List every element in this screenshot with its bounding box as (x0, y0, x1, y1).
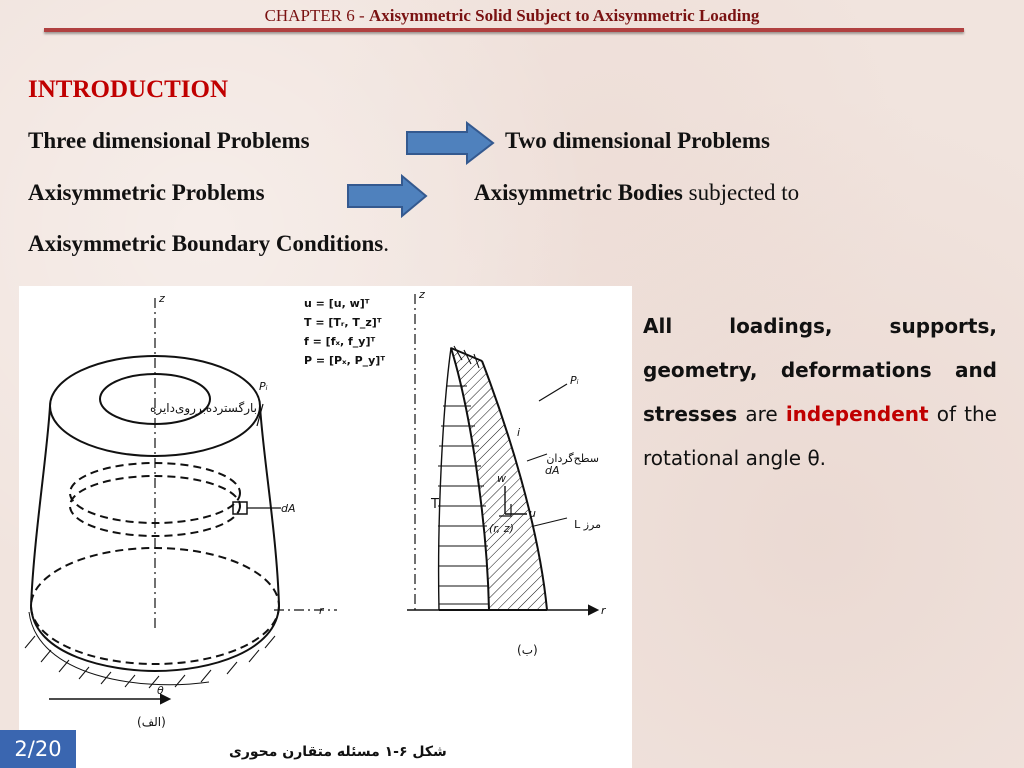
right-t-label: T (431, 497, 439, 512)
axisymmetric-figure (19, 286, 632, 768)
right-i-label: i (517, 426, 521, 439)
boundary-conditions-line (28, 231, 389, 257)
right-boundary-label: مرز L (574, 518, 601, 531)
section-heading: INTRODUCTION (28, 76, 229, 103)
axisym-bodies-label: Axisymmetric Bodies (474, 180, 683, 205)
description-end: of the rotational angle θ. (643, 402, 997, 470)
left-theta-label: θ (157, 684, 164, 697)
vector-t: T = [Tᵣ, T_z]ᵀ (304, 316, 382, 329)
right-u-label: u (529, 507, 536, 520)
left-caption: (الف) (137, 715, 166, 729)
left-z-label: z (159, 292, 165, 305)
slide-title (0, 6, 1024, 26)
description-paragraph (643, 304, 997, 480)
left-r-label: r (319, 604, 324, 617)
figure-drawing (19, 286, 632, 768)
boundary-conditions-label: Axisymmetric Boundary Conditions (28, 231, 384, 256)
description-are: are (737, 402, 786, 426)
right-arrow-icon (405, 121, 497, 165)
right-pi-label: Pᵢ (570, 374, 579, 387)
left-pi-label: Pᵢ (259, 380, 268, 393)
vector-u: u = [u, w]ᵀ (304, 297, 370, 310)
period-text: . (383, 231, 389, 256)
title-divider (44, 28, 964, 32)
right-caption: (ب) (517, 643, 538, 657)
right-arrow-icon (346, 174, 430, 218)
chapter-title: Axisymmetric Solid Subject to Axisymmetric Loading (368, 6, 760, 25)
independent-highlight: independent (785, 402, 929, 426)
page-number-badge: 2/20 (0, 730, 76, 768)
left-persian-load: بارگسترده‌برروی‌دایره (150, 401, 257, 415)
right-surface-label: سطح‌گردان (546, 452, 599, 465)
vector-p: P = [Pₓ, P_y]ᵀ (304, 354, 386, 367)
right-r-label: r (601, 604, 606, 617)
right-rz-label: (r, z) (489, 522, 514, 535)
right-da-label: dA (545, 464, 560, 477)
subjected-to-text: subjected to (688, 180, 800, 205)
axisym-problems-label: Axisymmetric Problems (28, 180, 265, 205)
chapter-prefix: CHAPTER 6 - (264, 6, 365, 25)
right-w-label: w (497, 472, 506, 485)
left-da-label: dA (281, 502, 296, 515)
description-bold: All loadings, supports, geometry, deformations and stresses (643, 314, 997, 426)
axisym-bodies-line (474, 180, 799, 206)
figure-caption: شکل ۶-۱ مسئله متقارن محوری (229, 744, 447, 760)
right-z-label: z (419, 288, 425, 301)
two-dim-label: Two dimensional Problems (505, 128, 770, 153)
three-dim-label: Three dimensional Problems (28, 128, 310, 153)
vector-f: f = [fₓ, f_y]ᵀ (304, 335, 376, 348)
